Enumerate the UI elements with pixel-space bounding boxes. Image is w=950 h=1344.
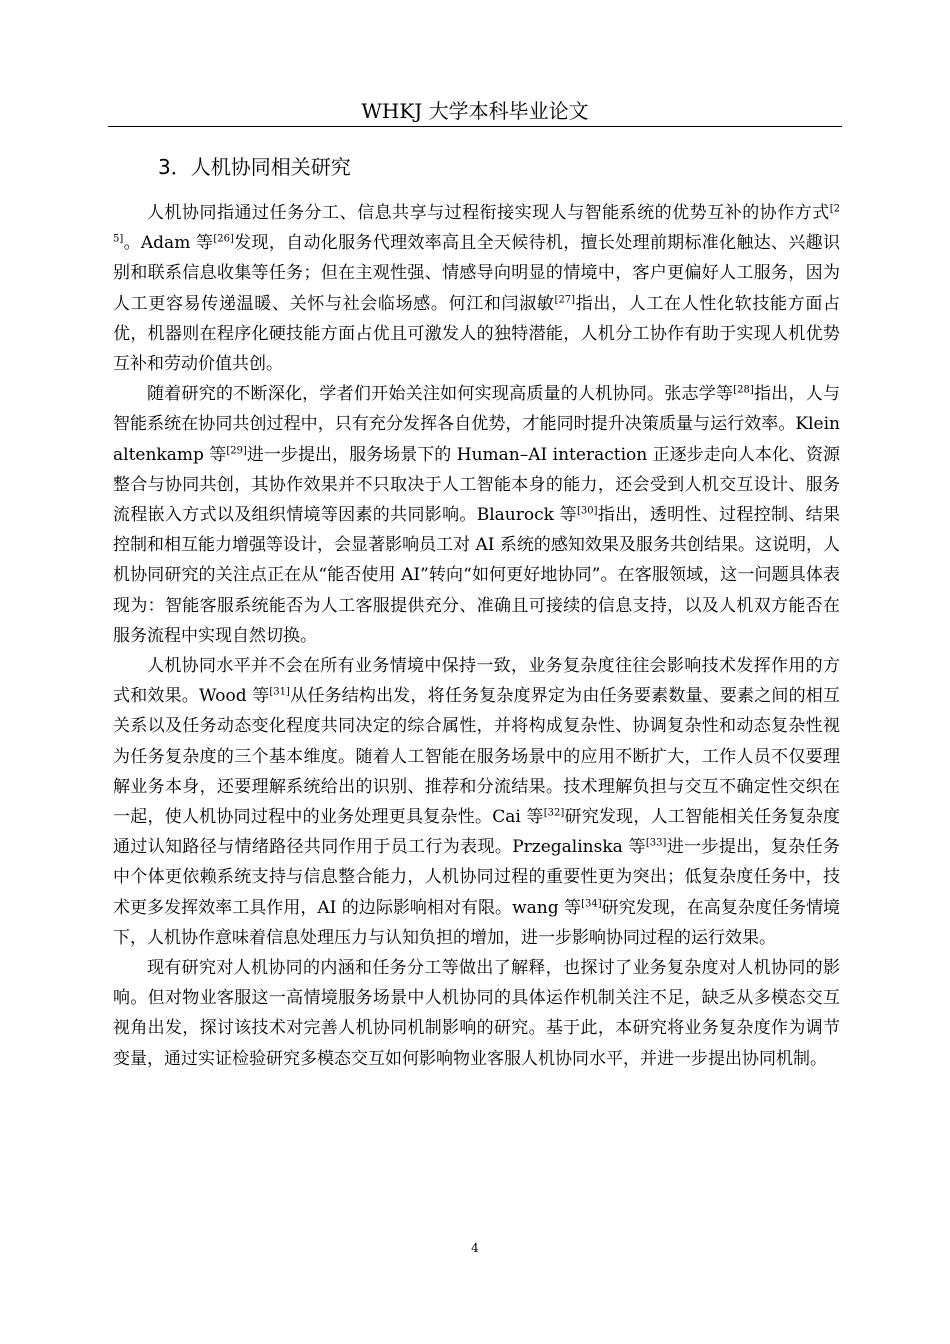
- page-number: 4: [471, 1241, 479, 1255]
- citation-marker: [30]: [576, 505, 598, 517]
- paragraph-text: 发现，自动化服务代理效率高且全天候待机，擅长处理前期标准化触达、兴趣识别和联系信息收集等任务；但在主观性强、情感导向明显的情境中，客户更偏好人工服务，因为人工更容易传递温暖、关怀与社会临场感。何江和闫淑敏: [113, 233, 840, 314]
- citation-marker: [27]: [554, 293, 576, 305]
- page-header-title: WHKJ 大学本科毕业论文: [361, 99, 589, 123]
- paragraph-text: 指出，人与智能系统在协同共创过程中，只有充分发挥各自优势，才能同时提升决策质量与运行效率。Kleinaltenkamp 等: [113, 384, 841, 465]
- paragraph-text: 进一步提出，服务场景下的 Human–AI interaction 正逐步走向人本化、资源整合与协同共创，其协作效果并不只取决于人工智能本身的能力，还会受到人机交互设计、服务流程嵌入方式以及组织情境等因素的共同影响。Blaurock 等: [113, 444, 840, 526]
- paragraph-text: 人机协同水平并不会在所有业务情境中保持一致，业务复杂度往往会影响技术发挥作用的方式和效果。Wood 等: [113, 656, 840, 707]
- citation-marker: [29]: [226, 444, 247, 456]
- citation-marker: [28]: [733, 384, 754, 396]
- header-divider: [108, 126, 842, 127]
- paragraph: [113, 953, 840, 1074]
- paragraph-text: 研究发现，在高复杂度任务情境下，人机协作意味着信息处理压力与认知负担的增加，进一步影响协同过程的运行效果。: [113, 897, 841, 948]
- section-heading: 3．人机协同相关研究: [158, 155, 351, 179]
- paragraph-text: 从任务结构出发，将任务复杂度界定为由任务要素数量、要素之间的相互关系以及任务动态变化程度共同决定的综合属性，并将构成复杂性、协调复杂性和动态复杂性视为任务复杂度的三个基本维度。随着人工智能在服务场景中的应用不断扩大，工作人员不仅要理解业务本身，还要理解系统给出的识别、推荐和分流结果。技术理解负担与交互不确定性交织在一起，使人机协同过程中的业务处理更具复杂性。Cai 等: [113, 686, 841, 828]
- paragraph-text: 研究发现，人工智能相关任务复杂度通过认知路径与情绪路径共同作用于员工行为表现。Przegalinska 等: [113, 807, 841, 858]
- body-text: [113, 198, 840, 1074]
- citation-marker: [31]: [269, 686, 290, 698]
- paragraph-text: 指出，透明性、过程控制、结果控制和相互能力增强等设计，会显著影响员工对 AI 系统的感知效果及服务共创结果。这说明，人机协同研究的关注点正在从“能否使用 AI”转向“如何更好地协同”。在客服领域，这一问题具体表现为：智能客服系统能否为人工客服提供充分、准确且可接续的信息支持，以及人机双方能否在服务流程中实现自然切换。: [113, 505, 841, 646]
- paragraph: [113, 651, 840, 953]
- paragraph: [113, 379, 840, 651]
- paragraph-text: 随着研究的不断深化，学者们开始关注如何实现高质量的人机协同。张志学等: [147, 384, 734, 405]
- citation-marker: [25]: [113, 203, 840, 245]
- paragraph-text: 现有研究对人机协同的内涵和任务分工等做出了解释，也探讨了业务复杂度对人机协同的影响。但对物业客服这一高情境服务场景中人机协同的具体运作机制关注不足，缺乏从多模态交互视角出发，探讨该技术对完善人机协同机制影响的研究。基于此，本研究将业务复杂度作为调节变量，通过实证检验研究多模态交互如何影响物业客服人机协同水平，并进一步提出协同机制。: [113, 958, 840, 1069]
- citation-marker: [32]: [543, 807, 565, 819]
- paragraph: [113, 198, 840, 379]
- citation-marker: [34]: [581, 898, 602, 910]
- paragraph-text: 进一步提出，复杂任务中个体更依赖系统支持与信息整合能力，人机协同过程的重要性更为突出；低复杂度任务中，技术更多发挥效率工具作用，AI 的边际影响相对有限。wang 等: [113, 837, 840, 918]
- citation-marker: [26]: [213, 233, 234, 245]
- paragraph-text: 人机协同指通过任务分工、信息共享与过程衔接实现人与智能系统的优势互补的协作方式: [147, 203, 830, 223]
- citation-marker: [33]: [645, 837, 667, 849]
- paragraph-text: 。Adam 等: [123, 233, 214, 254]
- paragraph-text: 指出，人工在人性化软技能方面占优，机器则在程序化硬技能方面占优且可激发人的独特潜能，人机分工协作有助于实现人机优势互补和劳动价值共创。: [113, 293, 841, 375]
